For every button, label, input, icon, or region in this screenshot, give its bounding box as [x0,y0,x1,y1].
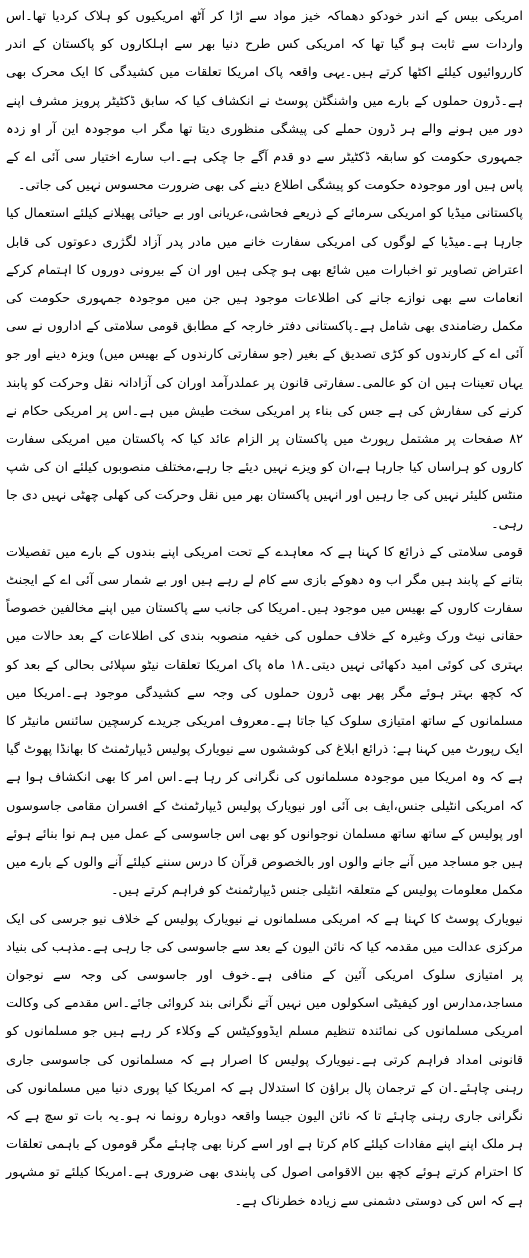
article-paragraph: پاکستانی میڈیا کو امریکی سرمائے کے ذریعے فحاشی،عریانی اور بے حیائی پھیلانے کیلئے استعمال کیا جارہا ہے۔میڈیا کے لوگوں کی امریکی سفارت خانے میں مادر پدر آزاد لگژری دعوتوں کی قابل اعتراض تصاویر تو اخبارات میں شائع بھی ہو چکی ہیں اور ان کے بیرونی دوروں کا اہتمام کرکے انعامات سے بھی نوازے جانے کی اطلاعات موجود ہیں جن میں موجودہ جمہوری حکومت کی مکمل رضامندی بھی شامل ہے۔پاکستانی دفتر خارجہ کے مطابق قومی سلامتی کے اداروں نے سی آئی اے کے کارندوں کو کڑی تصدیق کے بغیر (جو سفارتی کارندوں کے بھیس میں) ویزہ دینے اور جو یہاں تعینات ہیں ان کو عالمی۔سفارتی قانون پر عملدرآمد اوران کی آزادانہ نقل وحرکت کو پابند کرنے کی سفارش کی ہے جس کی بناء پر امریکی سخت طیش میں ہے۔اس پر امریکی حکام نے ۸۲ صفحات پر مشتمل رپورٹ میں پاکستان پر الزام عائد کیا کہ پاکستان میں امریکی سفارت کاروں کو ہراساں کیا جارہا ہے،ان کو ویزے نہیں دیئے جا رہے،مختلف منصوبوں کیلئے ان کی شپ منٹس کلیئر نہیں کی جا رہیں اور انہیں پاکستان بھر میں نقل وحرکت کی کھلی چھٹی نہیں دی جا رہی۔ [6,206,523,532]
article-paragraph: امریکی بیس کے اندر خودکو دھماکہ خیز مواد سے اڑا کر آٹھ امریکیوں کو ہلاک کردیا تھا۔اس واردات سے ثابت ہو گیا تھا کہ امریکی کس طرح دنیا بھر سے اہلکاروں کو پاکستان کے اندر کارروائیوں کیلئے اکٹھا کرتے ہیں۔یہی واقعہ پاک امریکا تعلقات میں کشیدگی کا ایک محرک بھی ہے۔ڈرون حملوں کے بارے میں واشنگٹن پوسٹ نے انکشاف کیا کہ سابق ڈکٹیٹر پرویز مشرف اپنے دور میں ہونے والے ہر ڈرون حملے کی پیشگی منظوری دیتا تھا مگر اب موجودہ این آر او زدہ جمہوری حکومت کو سابقہ ڈکٹیٹر سے دو قدم آگے جا چکی ہے۔اب سارے اختیار سی آئی اے کے پاس ہیں اور موجودہ حکومت کو پیشگی اطلاع دینے کی بھی ضرورت محسوس نہیں کی جاتی۔ [6,9,523,194]
article-paragraph: قومی سلامتی کے ذرائع کا کہنا ہے کہ معاہدے کے تحت امریکی اپنے بندوں کے بارے میں تفصیلات بتانے کے پابند ہیں مگر اب وہ دھوکے بازی سے کام لے رہے ہیں اور بے شمار سی آئی اے کے ایجنٹ سفارت کاروں کے بھیس میں موجود ہیں۔امریکا کی جانب سے پاکستان میں اپنے مخالفین خصوصاً حقانی نیٹ ورک وغیرہ کے خلاف حملوں کی خفیہ منصوبہ بندی کی اطلاعات کے بعد حالات میں بہتری کی کوئی امید دکھائی نہیں دیتی۔۱۸ ماہ پاک امریکا تعلقات نیٹو سپلائی بحالی کے بعد کو کہ کچھ بہتر ہوئے مگر پھر بھی ڈرون حملوں کی وجہ سے کشیدگی موجود ہے۔امریکا میں مسلمانوں کے ساتھ امتیازی سلوک کیا جاتا ہے۔معروف امریکی جریدے کرسچین سائنس مانیٹر کا ایک رپورٹ میں کہنا ہے: ذرائع ابلاغ کی کوششوں سے نیویارک پولیس ڈیپارٹمنٹ کا بھانڈا پھوٹ گیا ہے کہ وہ امریکا میں موجودہ مسلمانوں کی نگرانی کر رہا ہے۔اس امر کا بھی انکشاف ہوا ہے کہ امریکی انٹیلی جنس،ایف بی آئی اور نیویارک پولیس ڈیپارٹمنٹ کے افسران مقامی جاسوسوں اور پولیس کے ساتھ ساتھ مسلمان نوجوانوں کو بھی اس جاسوسی کے عمل میں ہم نوا بنائے ہوئے ہیں جو مساجد میں آنے جانے والوں اور بالخصوص قرآن کا درس سننے کیلئے آنے والوں کے بارے میں مکمل معلومات پولیس کے متعلقہ انٹیلی جنس ڈیپارٹمنٹ کو فراہم کرتے ہیں۔ [6,544,524,899]
article-paragraph: نیویارک پوسٹ کا کہنا ہے کہ امریکی مسلمانوں نے نیویارک پولیس کے خلاف نیو جرسی کی ایک مرکزی عدالت میں مقدمہ کیا کہ نائن الیون کے بعد سے جاسوسی کی جا رہی ہے۔مذہب کی بنیاد پر امتیازی سلوک امریکی آئین کے منافی ہے۔خوف اور جاسوسی کی وجہ سے نوجوان مساجد،مدارس اور کیفیٹی اسکولوں میں نہیں آتے نگرانی بند کروائی جائے۔اس مقدمے کی وکالت امریکی مسلمانوں کی نمائندہ تنظیم مسلم ایڈووکیٹس کے وکلاء کر رہے ہیں جو مسلمانوں کو قانونی امداد فراہم کرتی ہے۔نیویارک پولیس کا اصرار ہے کہ مسلمانوں کی جاسوسی جاری رہنی چاہئے۔ان کے ترجمان پال براؤن کا استدلال ہے کہ امریکا کیا پوری دنیا میں مسلمانوں کی نگرانی جاری رہنی چاہئے تا کہ نائن الیون جیسا واقعہ دوبارہ رونما نہ ہو۔یہ بات تو سچ ہے کہ ہر ملک اپنے اپنے مفادات کیلئے کام کرتا ہے اور اسے کرنا بھی چاہئے مگر قوموں کے باہمی تعلقات کا احترام کرتے ہوئے کچھ بین الاقوامی اصول کی پابندی بھی ضروری ہے۔امریکا کیلئے تو مشہور ہے کہ اس کی دوستی دشمنی سے زیادہ خطرناک ہے۔ [6,911,523,1209]
